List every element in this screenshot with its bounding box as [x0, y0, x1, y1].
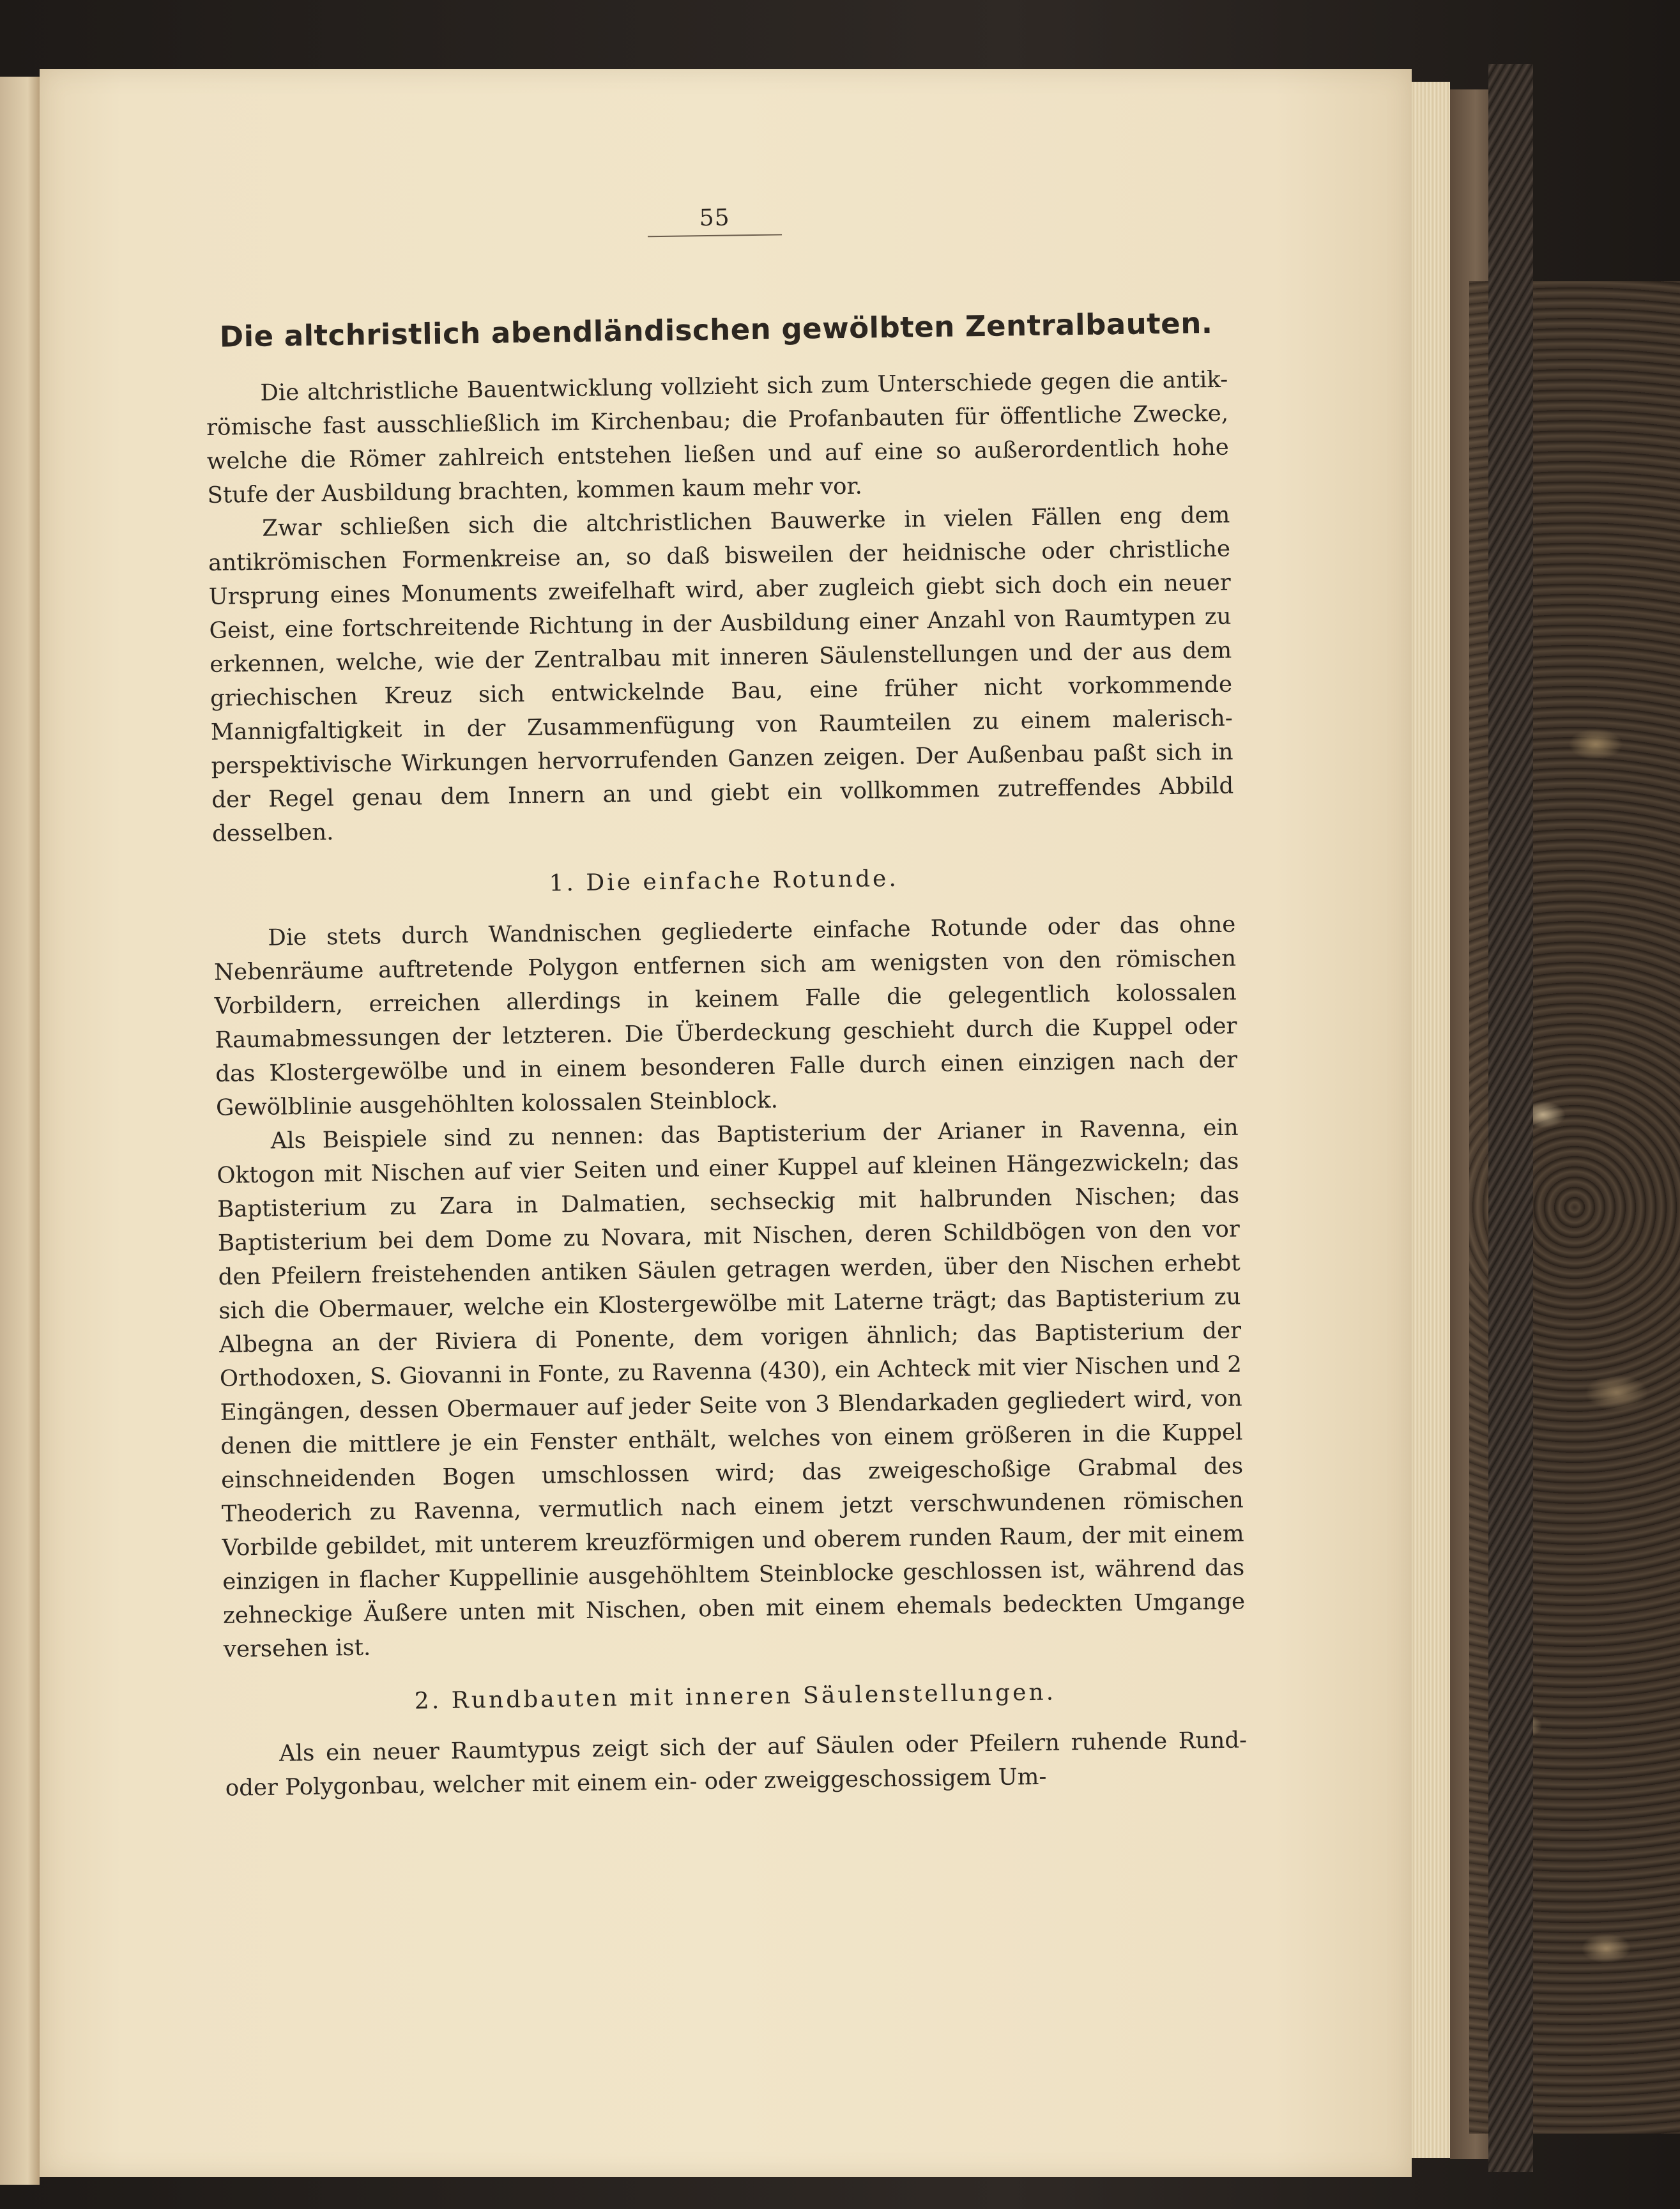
- page-text: [203, 178, 1248, 1805]
- section-heading: 1. Die einfache Rotunde.: [549, 865, 899, 897]
- page-title: Die altchristlich abendländischen gewölbten Zentralbauten.: [219, 305, 1213, 354]
- section-heading: 2. Rundbauten mit inneren Säulenstellungen.: [414, 1679, 1057, 1715]
- paragraph: Die stets durch Wandnischen gegliederte einfache Rotunde oder das ohne Nebenräume auftretende Polygon entfernen sich am wenigsten von den römischen Vorbildern, erreichen allerdings in keinem Falle die gelegentlich kolossalen Raumabmessungen der letzteren. Die Überdeckung geschieht durch die Kuppel oder das Klostergewölbe und in einem besonderen Falle durch einen einzigen nach der Gewölblinie ausgehöhlten kolossalen Steinblock.: [213, 911, 1238, 1121]
- paragraph: Als Beispiele sind zu nennen: das Baptisterium der Arianer in Ravenna, ein Oktogon mit Nischen auf vier Seiten und einer Kuppel auf kleinen Hängezwickeln; das Baptisterium zu Zara in Dalmatien, sechseckig mit halbrunden Nischen; das Baptisterium bei dem Dome zu Novara, mit Nischen, deren Schildbögen von den vor den Pfeilern freistehenden antiken Säulen getragen werden, über den Nischen erhebt sich die Obermauer, welche ein Klostergewölbe mit Laterne trägt; das Baptisterium zu Albegna an der Riviera di Ponente, dem vorigen ähnlich; das Baptisterium der Orthodoxen, S. Giovanni in Fonte, zu Ravenna (430), ein Achteck mit vier Nischen und 2 Eingängen, dessen Obermauer auf jeder Seite von 3 Blendarkaden gegliedert wird, von denen die mittlere je ein Fenster enthält, welches von einem größeren in die Kuppel einschneidenden Bogen umschlossen wird; das zweigeschoßige Grabmal des Theoderich zu Ravenna, vermutlich nach einem jetzt verschwundenen römischen Vorbilde gebildet, mit unterem kreuzförmigen und oberem runden Raum, der mit einem einzigen in flacher Kuppellinie ausgehöhltem Steinblocke geschlossen ist, während das zehneckige Äußere unten mit Nischen, oben mit einem ehemals bedeckten Umgange versehen ist.: [217, 1114, 1246, 1663]
- page-number-rule: [648, 234, 782, 237]
- left-page-edge: [0, 77, 40, 2185]
- book-cover-edge: [1488, 64, 1533, 2172]
- paragraph: Die altchristliche Bauentwicklung vollzieht sich zum Unterschiede gegen die antik-römische fast ausschließlich im Kirchenbau; die Profanbauten für öffentliche Zwecke, welche die Römer zahlreich entstehen ließen und auf eine so außerordentlich hohe Stufe der Ausbildung brachten, kommen kaum mehr vor.: [206, 366, 1230, 508]
- paragraph: Zwar schließen sich die altchristlichen Bauwerke in vielen Fällen eng dem antikrömischen Formenkreise an, so daß bisweilen der heidnische oder christliche Ursprung eines Monuments zweifelhaft wird, aber zugleich giebt sich doch ein neuer Geist, eine fortschreitende Richtung in der Ausbildung einer Anzahl von Raumtypen zu erkennen, welche, wie der Zentralbau mit inneren Säulenstellungen und der aus dem griechischen Kreuz sich entwickelnde Bau, eine früher nicht vorkommende Mannigfaltigkeit in der Zusammenfügung von Raumteilen zu einem malerisch-perspektivische Wirkungen hervorrufenden Ganzen zeigen. Der Außenbau paßt sich in der Regel genau dem Innern an und giebt ein vollkommen zutreffendes Abbild desselben.: [208, 501, 1234, 847]
- page-number: 55: [699, 204, 730, 232]
- paragraph: Als ein neuer Raumtypus zeigt sich der auf Säulen oder Pfeilern ruhende Rund- oder Polygonbau, welcher mit einem ein- oder zweiggeschossigem Um-: [225, 1727, 1248, 1801]
- page-edges: [1412, 82, 1450, 2158]
